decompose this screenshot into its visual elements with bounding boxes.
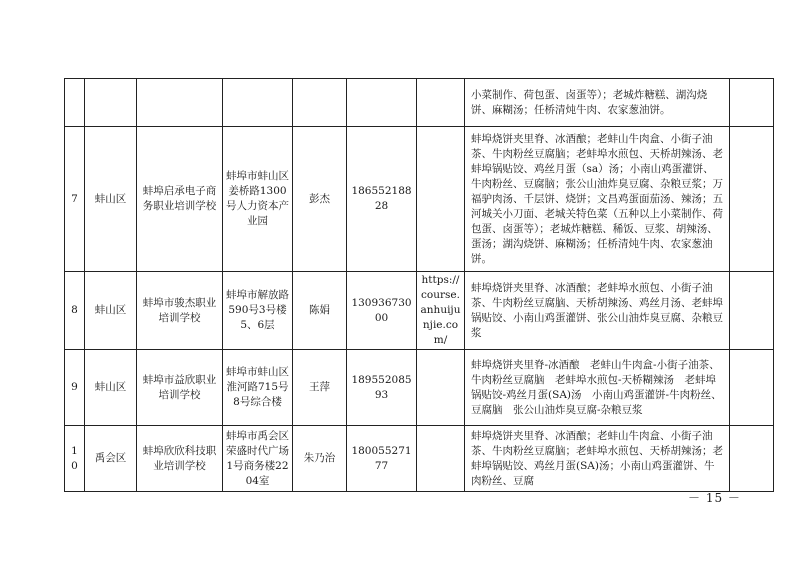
url-cell [417, 350, 465, 426]
items-cell: 蚌埠烧饼夹里脊、冰酒酿；老蚌山牛肉盒、小街子油茶、牛肉粉丝豆腐脑；老蚌埠水煎包、天桥胡辣汤、老蚌埠锅贴饺、鸡丝月蛋（sa）汤；小南山鸡蛋灌饼、牛肉粉丝、豆腐脑；张公山油炸臭豆腐、杂粮豆浆；万福驴肉汤、千层饼、烧饼；文昌鸡蛋面茄汤、辣汤；五河城关小刀面、老城关特色菜（五种以上小菜制作、荷包蛋、卤蛋等）；老城炸糖糕、稀饭、豆浆、胡辣汤、蛋汤；湖沟烧饼、麻糊汤；任桥清炖牛肉、农家葱油饼。 [465, 127, 730, 272]
page-number: － 15 － [688, 491, 741, 505]
url-link[interactable]: https://course.anhuijunjie.com/ [417, 272, 465, 350]
extra-cell [730, 127, 774, 272]
phone-cell: 18655218828 [347, 127, 417, 272]
school-cell [137, 79, 223, 127]
address-cell: 蚌埠市解放路590号3号楼5、6层 [223, 272, 293, 350]
phone-cell [347, 79, 417, 127]
school-cell: 蚌埠市骏杰职业培训学校 [137, 272, 223, 350]
contact-cell: 王萍 [293, 350, 347, 426]
items-cell: 蚌埠烧饼夹里脊-冰酒酿 老蚌山牛肉盒-小街子油茶、牛肉粉丝豆腐脑 老蚌埠水煎包-天桥糊辣汤 老蚌埠锅贴饺-鸡丝月蛋(SA)汤 小南山鸡蛋灌饼-牛肉粉丝、豆腐脑 张公山油炸臭豆腐-杂粮豆浆 [465, 350, 730, 426]
url-cell [417, 127, 465, 272]
address-cell: 蚌埠市禹会区荣盛时代广场1号商务楼2204室 [223, 426, 293, 492]
table-row [65, 350, 774, 426]
school-cell: 蚌埠欣欣科技职业培训学校 [137, 426, 223, 492]
contact-cell: 彭杰 [293, 127, 347, 272]
table-row [65, 272, 774, 350]
school-cell: 蚌埠市益欣职业培训学校 [137, 350, 223, 426]
index-cell: 10 [65, 426, 85, 492]
contact-cell: 陈娟 [293, 272, 347, 350]
school-cell: 蚌埠启承电子商务职业培训学校 [137, 127, 223, 272]
index-cell: 9 [65, 350, 85, 426]
table-row [65, 426, 774, 492]
district-cell: 蚌山区 [85, 127, 137, 272]
extra-cell [730, 426, 774, 492]
contact-cell [293, 79, 347, 127]
address-cell [223, 79, 293, 127]
phone-cell: 18005527177 [347, 426, 417, 492]
phone-cell: 13093673000 [347, 272, 417, 350]
table-row [65, 127, 774, 272]
items-cell: 小菜制作、荷包蛋、卤蛋等）；老城炸糖糕、湖沟烧饼、麻糊汤；任桥清炖牛肉、农家葱油饼。 [465, 79, 730, 127]
extra-cell [730, 79, 774, 127]
district-cell: 蚌山区 [85, 350, 137, 426]
address-cell: 蚌埠市蚌山区淮河路715号8号综合楼 [223, 350, 293, 426]
index-cell: 8 [65, 272, 85, 350]
address-cell: 蚌埠市蚌山区姜桥路1300号人力资本产业园 [223, 127, 293, 272]
items-cell: 蚌埠烧饼夹里脊、冰酒酿；老蚌山牛肉盒、小街子油茶、牛肉粉丝豆腐脑；老蚌埠水煎包、天桥胡辣汤；老蚌埠锅贴饺、鸡丝月蛋(SA)汤；小南山鸡蛋灌饼、牛肉粉丝、豆腐 [465, 426, 730, 492]
url-cell [417, 79, 465, 127]
url-cell [417, 426, 465, 492]
district-cell: 蚌山区 [85, 272, 137, 350]
phone-cell: 18955208593 [347, 350, 417, 426]
district-cell: 禹会区 [85, 426, 137, 492]
contact-cell: 朱乃治 [293, 426, 347, 492]
index-cell [65, 79, 85, 127]
extra-cell [730, 272, 774, 350]
index-cell: 7 [65, 127, 85, 272]
district-cell [85, 79, 137, 127]
table-row [65, 79, 774, 127]
training-schools-table [64, 78, 774, 492]
items-cell: 蚌埠烧饼夹里脊、冰酒酿；老蚌埠水煎包、小街子油茶、牛肉粉丝豆腐脑、天桥胡辣汤、鸡丝月汤、老蚌埠锅贴饺、小南山鸡蛋灌饼、张公山油炸臭豆腐、杂粮豆浆 [465, 272, 730, 350]
extra-cell [730, 350, 774, 426]
